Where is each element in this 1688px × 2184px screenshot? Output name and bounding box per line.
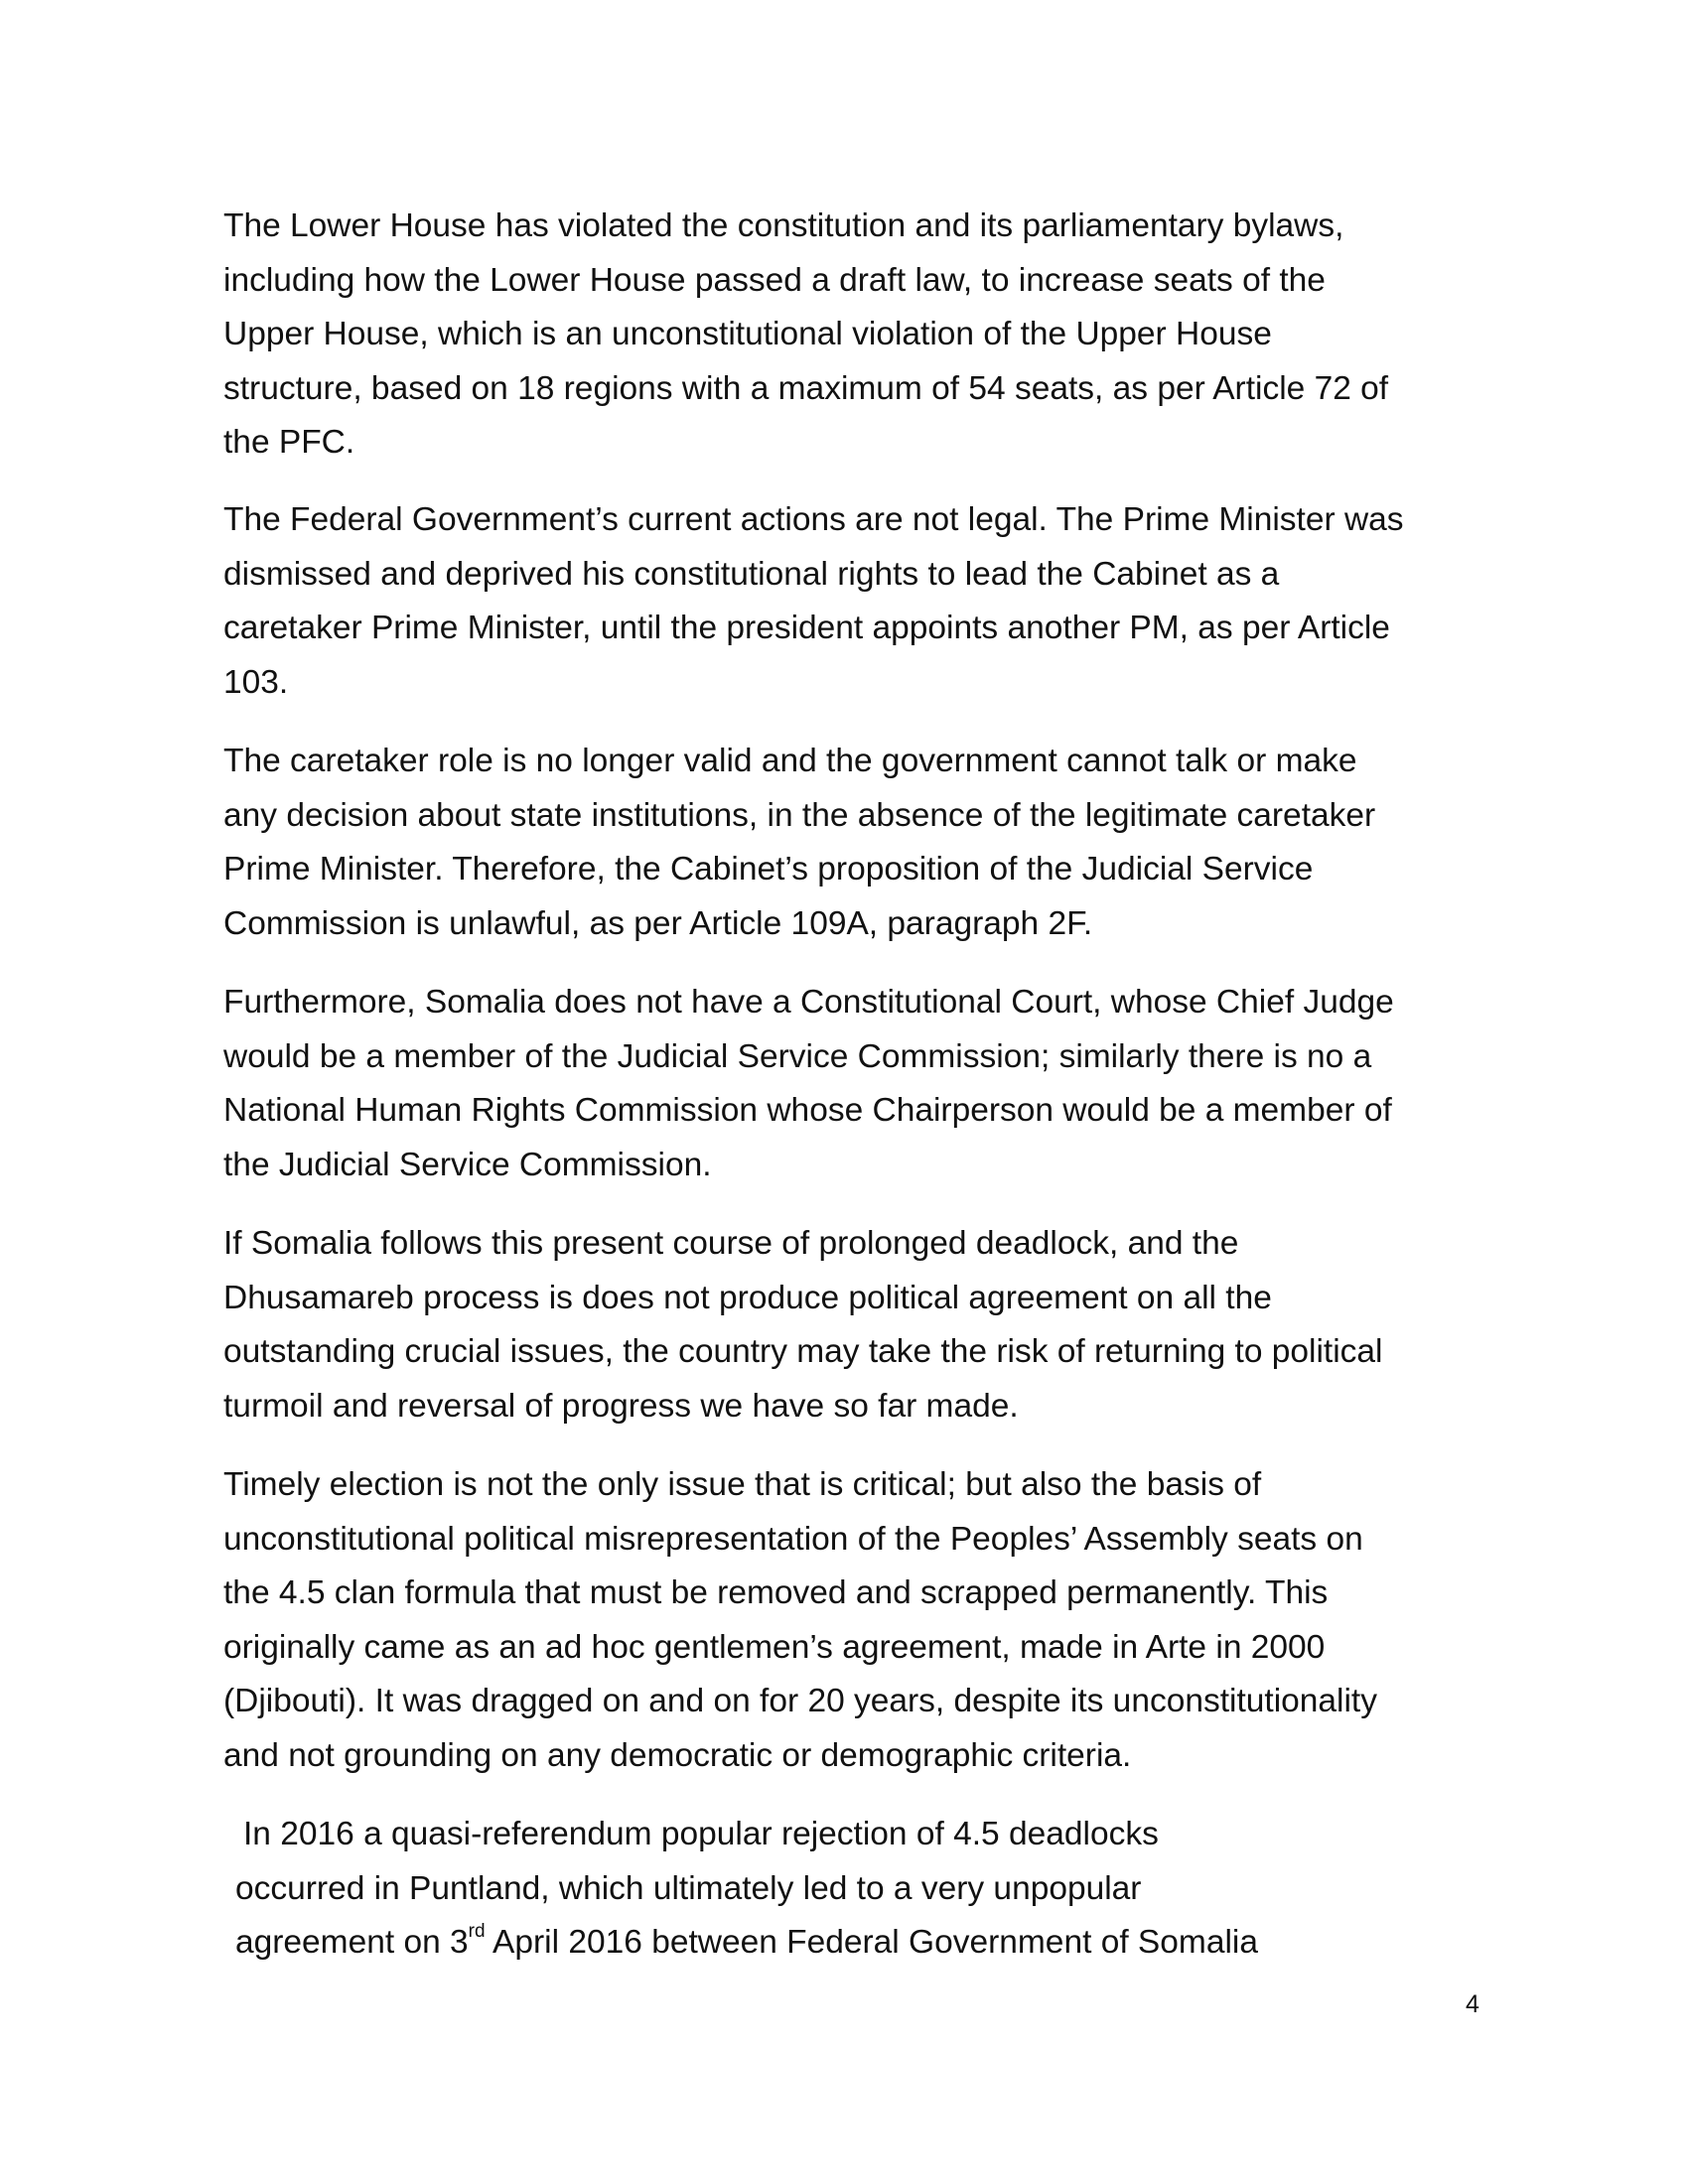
paragraph-lower-house <box>223 200 1514 471</box>
text-line: The caretaker role is no longer valid and the government cannot talk or make <box>223 743 1357 779</box>
text-line: including how the Lower House passed a draft law, to increase seats of the <box>223 261 1326 299</box>
text-line: any decision about state institutions, in the absence of the legitimate caretaker <box>223 796 1376 834</box>
paragraph-puntland-2016 <box>235 1808 1526 1971</box>
text-line: occurred in Puntland, which ultimately led to a very unpopular <box>235 1869 1142 1907</box>
text-fragment: April 2016 between Federal Government of Somalia <box>485 1924 1258 1961</box>
text-line: the 4.5 clan formula that must be removed and scrapped permanently. This <box>223 1574 1329 1611</box>
text-line: Upper House, which is an unconstitutional violation of the Upper House <box>223 316 1272 352</box>
paragraph-constitutional-court <box>223 976 1514 1192</box>
text-line: 103. <box>223 663 289 701</box>
text-line: the PFC. <box>223 424 355 461</box>
text-line <box>235 1916 1526 1971</box>
text-line: caretaker Prime Minister, until the president appoints another PM, as per Article <box>223 610 1390 646</box>
text-line: turmoil and reversal of progress we have so far made. <box>223 1387 1019 1425</box>
text-line: National Human Rights Commission whose Chairperson would be a member of <box>223 1092 1392 1129</box>
text-line: and not grounding on any democratic or demographic criteria. <box>223 1736 1132 1774</box>
text-line: In 2016 a quasi-referendum popular rejection of 4.5 deadlocks <box>243 1816 1159 1852</box>
paragraph-caretaker-role <box>223 735 1514 951</box>
text-line: Dhusamareb process is does not produce political agreement on all the <box>223 1279 1272 1316</box>
text-line: dismissed and deprived his constitutional rights to lead the Cabinet as a <box>223 555 1280 593</box>
text-line: structure, based on 18 regions with a maximum of 54 seats, as per Article 72 of <box>223 369 1389 407</box>
text-line: would be a member of the Judicial Service Commission; similarly there is no a <box>223 1037 1372 1075</box>
text-line: Furthermore, Somalia does not have a Constitutional Court, whose Chief Judge <box>223 984 1394 1021</box>
text-line: (Djibouti). It was dragged on and on for 20 years, despite its unconstitutionality <box>223 1683 1377 1719</box>
text-line: outstanding crucial issues, the country may take the risk of returning to political <box>223 1333 1383 1370</box>
text-line: Commission is unlawful, as per Article 109A, paragraph 2F. <box>223 904 1093 942</box>
text-fragment: agreement on 3 <box>235 1924 469 1961</box>
text-line: the Judicial Service Commission. <box>223 1146 712 1183</box>
paragraph-deadlock <box>223 1217 1514 1433</box>
paragraph-federal-government <box>223 493 1514 710</box>
text-line: unconstitutional political misrepresentation of the Peoples’ Assembly seats on <box>223 1520 1363 1558</box>
text-line: Prime Minister. Therefore, the Cabinet’s proposition of the Judicial Service <box>223 851 1314 887</box>
text-line: The Federal Government’s current actions are not legal. The Prime Minister was <box>223 501 1404 538</box>
text-line: Timely election is not the only issue that is critical; but also the basis of <box>223 1466 1262 1503</box>
text-line: originally came as an ad hoc gentlemen’s agreement, made in Arte in 2000 <box>223 1628 1326 1666</box>
paragraph-timely-election <box>223 1458 1514 1783</box>
text-line: If Somalia follows this present course of prolonged deadlock, and the <box>223 1225 1239 1262</box>
ordinal-superscript: rd <box>468 1920 486 1942</box>
text-line: The Lower House has violated the constitution and its parliamentary bylaws, <box>223 207 1344 244</box>
page-number: 4 <box>1466 1990 1479 2018</box>
